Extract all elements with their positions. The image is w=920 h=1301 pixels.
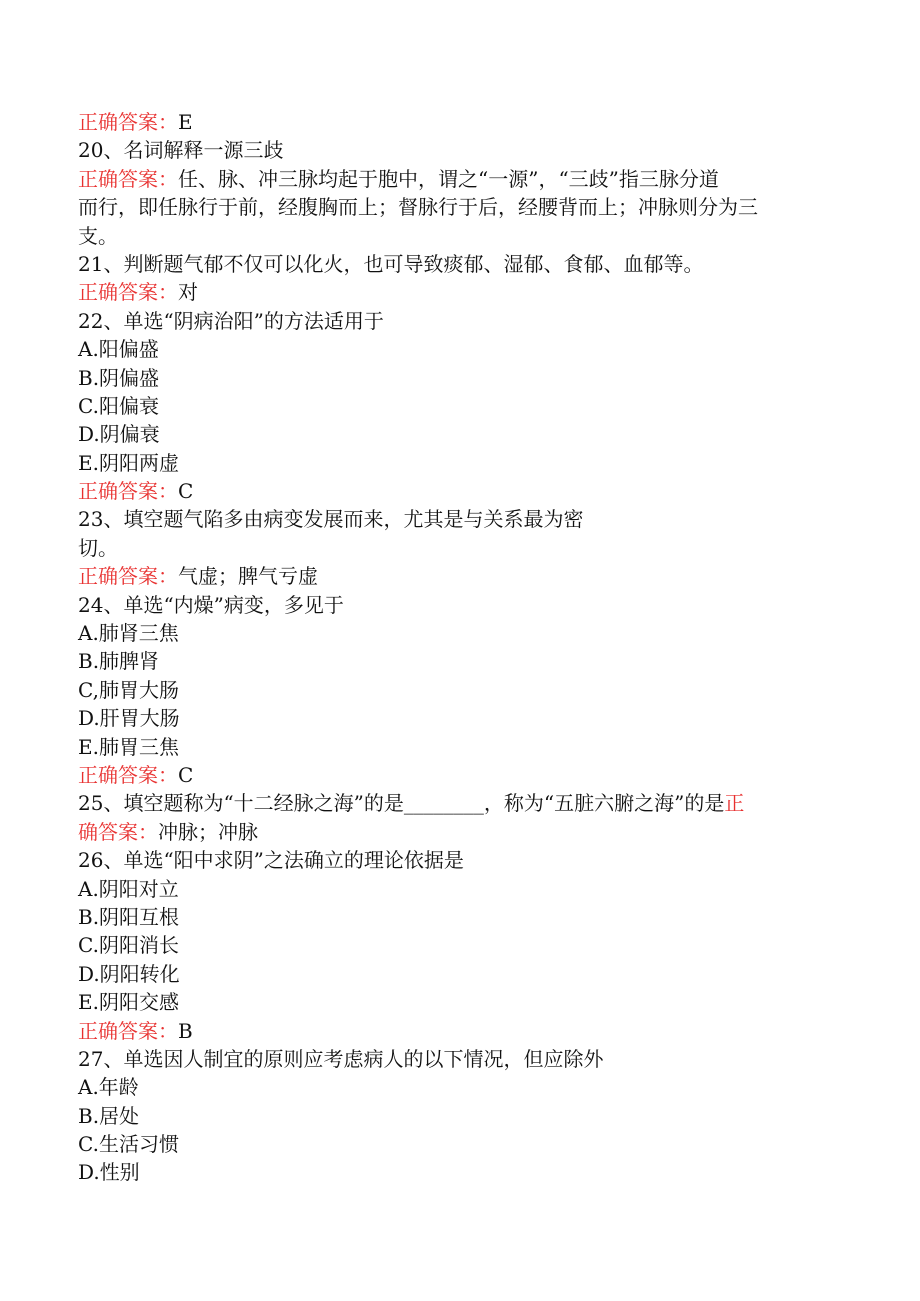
text-line: D.肝胃大肠 — [78, 706, 180, 731]
text-line: A.肺肾三焦 — [78, 621, 179, 646]
answer-line — [78, 761, 838, 789]
question-text: 25、填空题称为“十二经脉之海”的是________，称为“五脏六腑之海”的是 — [78, 791, 725, 816]
answer-text: 对 — [178, 280, 198, 305]
text-line: 23、填空题气陷多由病变发展而来，尤其是与关系最为密 — [78, 507, 584, 532]
text-line: C.阴阳消长 — [78, 933, 179, 958]
answer-text: C — [178, 762, 194, 787]
text-line: 24、单选“内燥”病变，多见于 — [78, 592, 344, 617]
answer-text: 气虚；脾气亏虚 — [178, 564, 318, 589]
answer-line — [78, 477, 838, 505]
answer-label: 正确答案： — [78, 479, 178, 504]
text-line: D.阴阳转化 — [78, 961, 180, 986]
text-line: A.年龄 — [78, 1075, 139, 1100]
answer-line — [78, 165, 838, 193]
answer-text: 任、脉、冲三脉均起于胞中，谓之“一源”，“三歧”指三脉分道 — [178, 166, 719, 191]
text-line: E.肺胃三焦 — [78, 734, 179, 759]
text-line: E.阴阳两虚 — [78, 450, 179, 475]
answer-line — [78, 562, 838, 590]
text-line: 支。 — [78, 223, 118, 248]
text-line: B.阴阳互根 — [78, 904, 180, 929]
answer-label-start: 正 — [724, 791, 745, 816]
document-page — [78, 108, 838, 1187]
answer-text: B — [178, 1018, 193, 1043]
text-line: A.阳偏盛 — [78, 337, 159, 362]
text-line: D.性别 — [78, 1160, 140, 1185]
text-line: A.阴阳对立 — [78, 876, 179, 901]
answer-line — [78, 108, 838, 136]
answer-label: 正确答案： — [78, 762, 178, 787]
text-line: C.阳偏衰 — [78, 393, 159, 418]
text-line: C.生活习惯 — [78, 1132, 179, 1157]
text-line: 21、判断题气郁不仅可以化火，也可导致痰郁、湿郁、食郁、血郁等。 — [78, 251, 704, 276]
answer-label: 正确答案： — [78, 280, 178, 305]
text-line: 而行，即任脉行于前，经腹胸而上；督脉行于后，经腰背而上；冲脉则分为三 — [78, 195, 758, 220]
answer-text: C — [178, 479, 194, 504]
answer-label: 确答案： — [78, 819, 158, 844]
answer-line — [78, 278, 838, 306]
text-line: 27、单选因人制宜的原则应考虑病人的以下情况，但应除外 — [78, 1046, 604, 1071]
text-line: 切。 — [78, 535, 118, 560]
text-line: 26、单选“阳中求阴”之法确立的理论依据是 — [78, 848, 464, 873]
answer-label: 正确答案： — [78, 166, 178, 191]
text-line: B.阴偏盛 — [78, 365, 160, 390]
answer-label: 正确答案： — [78, 1018, 178, 1043]
answer-line — [78, 818, 838, 846]
text-line: D.阴偏衰 — [78, 422, 160, 447]
text-line: E.阴阳交感 — [78, 990, 179, 1015]
text-line: B.居处 — [78, 1103, 140, 1128]
question-line — [78, 789, 838, 817]
text-line: 22、单选“阴病治阳”的方法适用于 — [78, 308, 384, 333]
text-line: C,肺胃大肠 — [78, 677, 179, 702]
text-line: B.肺脾肾 — [78, 649, 160, 674]
answer-label: 正确答案： — [78, 564, 178, 589]
text-line: 20、名词解释一源三歧 — [78, 138, 284, 163]
answer-line — [78, 1017, 838, 1045]
answer-text: E — [178, 110, 193, 134]
answer-label: 正确答案： — [78, 110, 178, 134]
answer-text: 冲脉；冲脉 — [158, 819, 258, 844]
